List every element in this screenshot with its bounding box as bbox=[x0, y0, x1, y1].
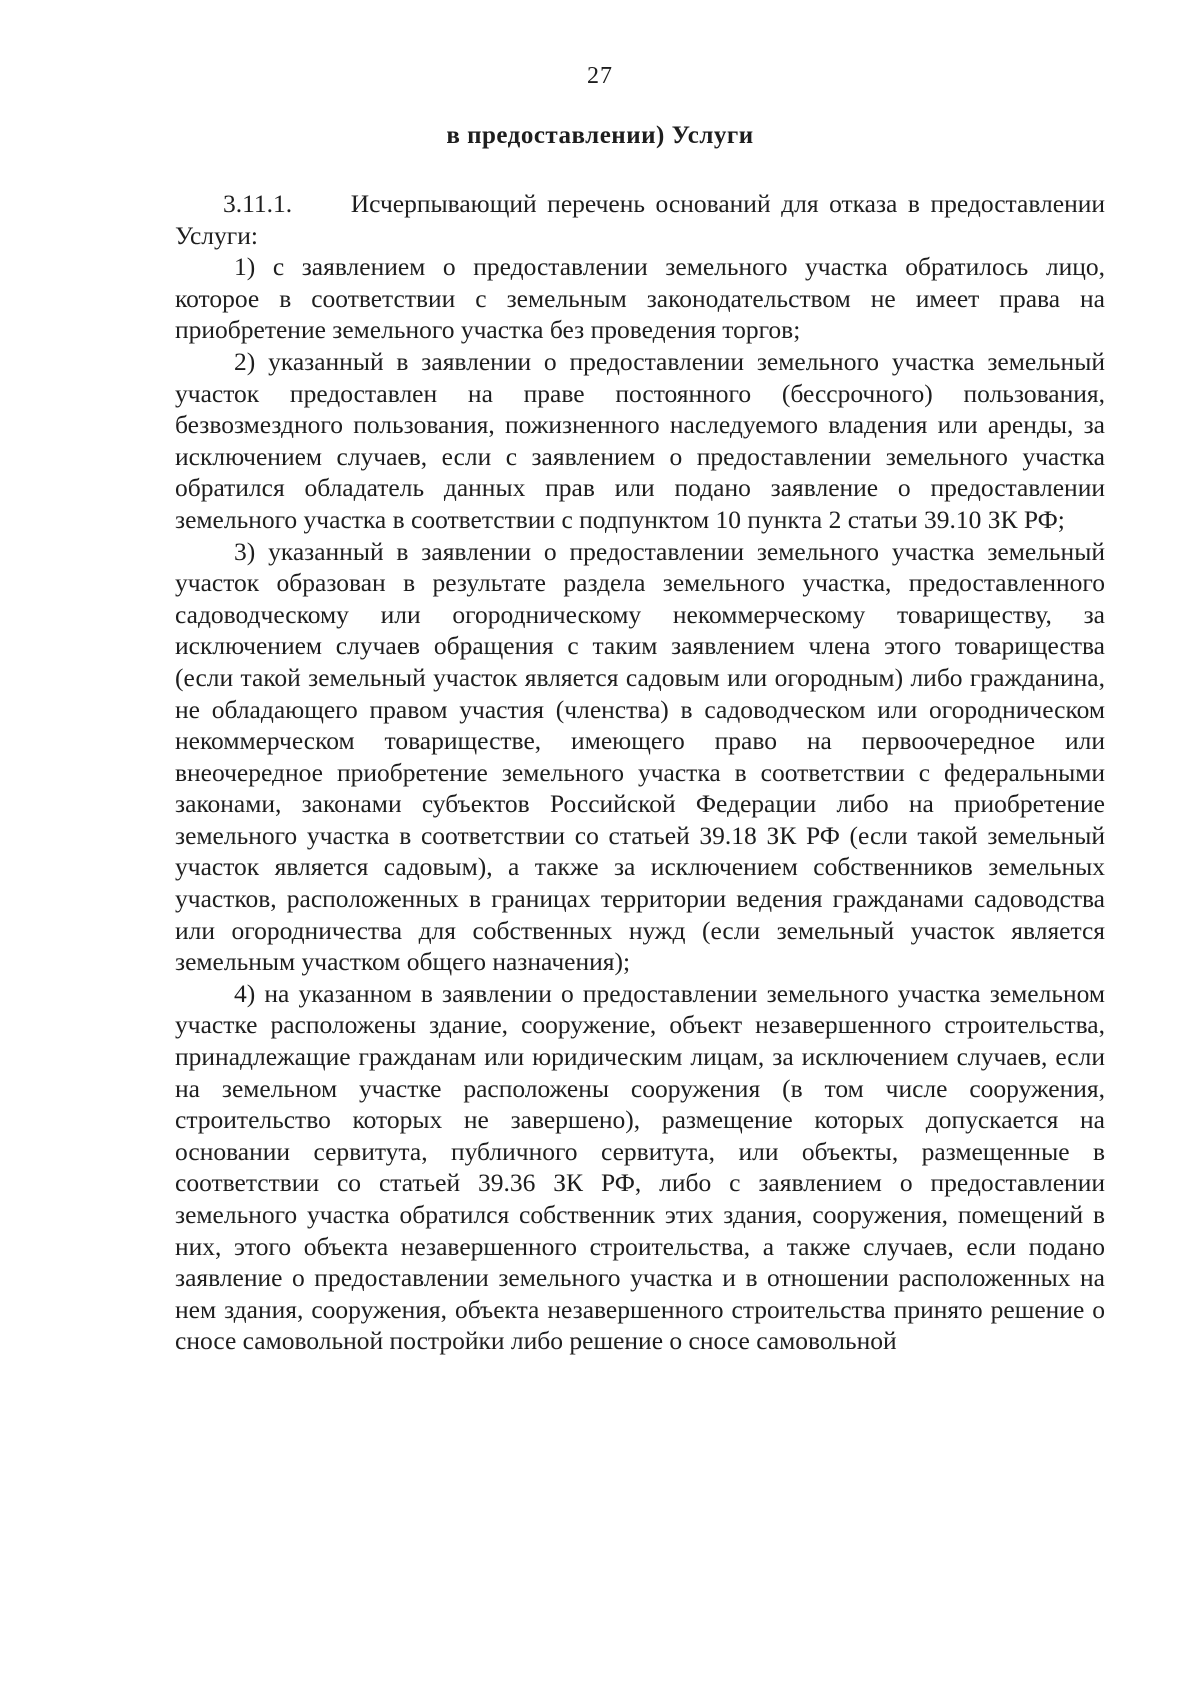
list-item-4: 4) на указанном в заявлении о предоставлении земельного участка земельном участке расположены здание, сооружение, объект незавершенного строительства, принадлежащие гражданам или юридическим лицам, за исключением случаев, если на земельном участке расположены сооружения (в том числе сооружения, строительство которых не завершено), размещение которых допускается на основании сервитута, публичного сервитута, или объекты, размещенные в соответствии со статьей 39.36 ЗК РФ, либо с заявлением о предоставлении земельного участка обратился собственник этих здания, сооружения, помещений в них, этого объекта незавершенного строительства, а также случаев, если подано заявление о предоставлении земельного участка и в отношении расположенных на нем здания, сооружения, объекта незавершенного строительства принято решение о сносе самовольной постройки либо решение о сносе самовольной bbox=[175, 978, 1105, 1356]
page-number: 27 bbox=[587, 63, 613, 89]
list-item-2: 2) указанный в заявлении о предоставлении земельного участка земельный участок предоставлен на праве постоянного (бессрочного) пользования, безвозмездного пользования, пожизненного наследуемого владения или аренды, за исключением случаев, если с заявлением о предоставлении земельного участка обратился обладатель данных прав или подано заявление о предоставлении земельного участка в соответствии с подпунктом 10 пункта 2 статьи 39.10 ЗК РФ; bbox=[175, 346, 1105, 534]
body-text bbox=[175, 188, 1105, 1357]
clause-number: 3.11.1. bbox=[223, 189, 293, 218]
intro-text: Исчерпывающий перечень оснований для отказа в предоставлении Услуги: bbox=[175, 189, 1106, 250]
section-heading: в предоставлении) Услуги bbox=[446, 122, 754, 149]
list-item-3: 3) указанный в заявлении о предоставлении земельного участка земельный участок образован в результате раздела земельного участка, предоставленного садоводческому или огородническому некоммерческому товариществу, за исключением случаев обращения с таким заявлением члена этого товарищества (если такой земельный участок является садовым или огородным) либо гражданина, не обладающего правом участия (членства) в садоводческом или огородническом некоммерческом товариществе, имеющего право на первоочередное или внеочередное приобретение земельного участка в соответствии с федеральными законами, законами субъектов Российской Федерации либо на приобретение земельного участка в соответствии со статьей 39.18 ЗК РФ (если такой земельный участок является садовым), а также за исключением собственников земельных участков, расположенных в границах территории ведения гражданами садоводства или огородничества для собственных нужд (если земельный участок является земельным участком общего назначения); bbox=[175, 536, 1105, 977]
list-item-1: 1) с заявлением о предоставлении земельного участка обратилось лицо, которое в соответствии с земельным законодательством не имеет права на приобретение земельного участка без проведения торгов; bbox=[175, 252, 1105, 345]
intro-paragraph bbox=[175, 188, 1105, 251]
